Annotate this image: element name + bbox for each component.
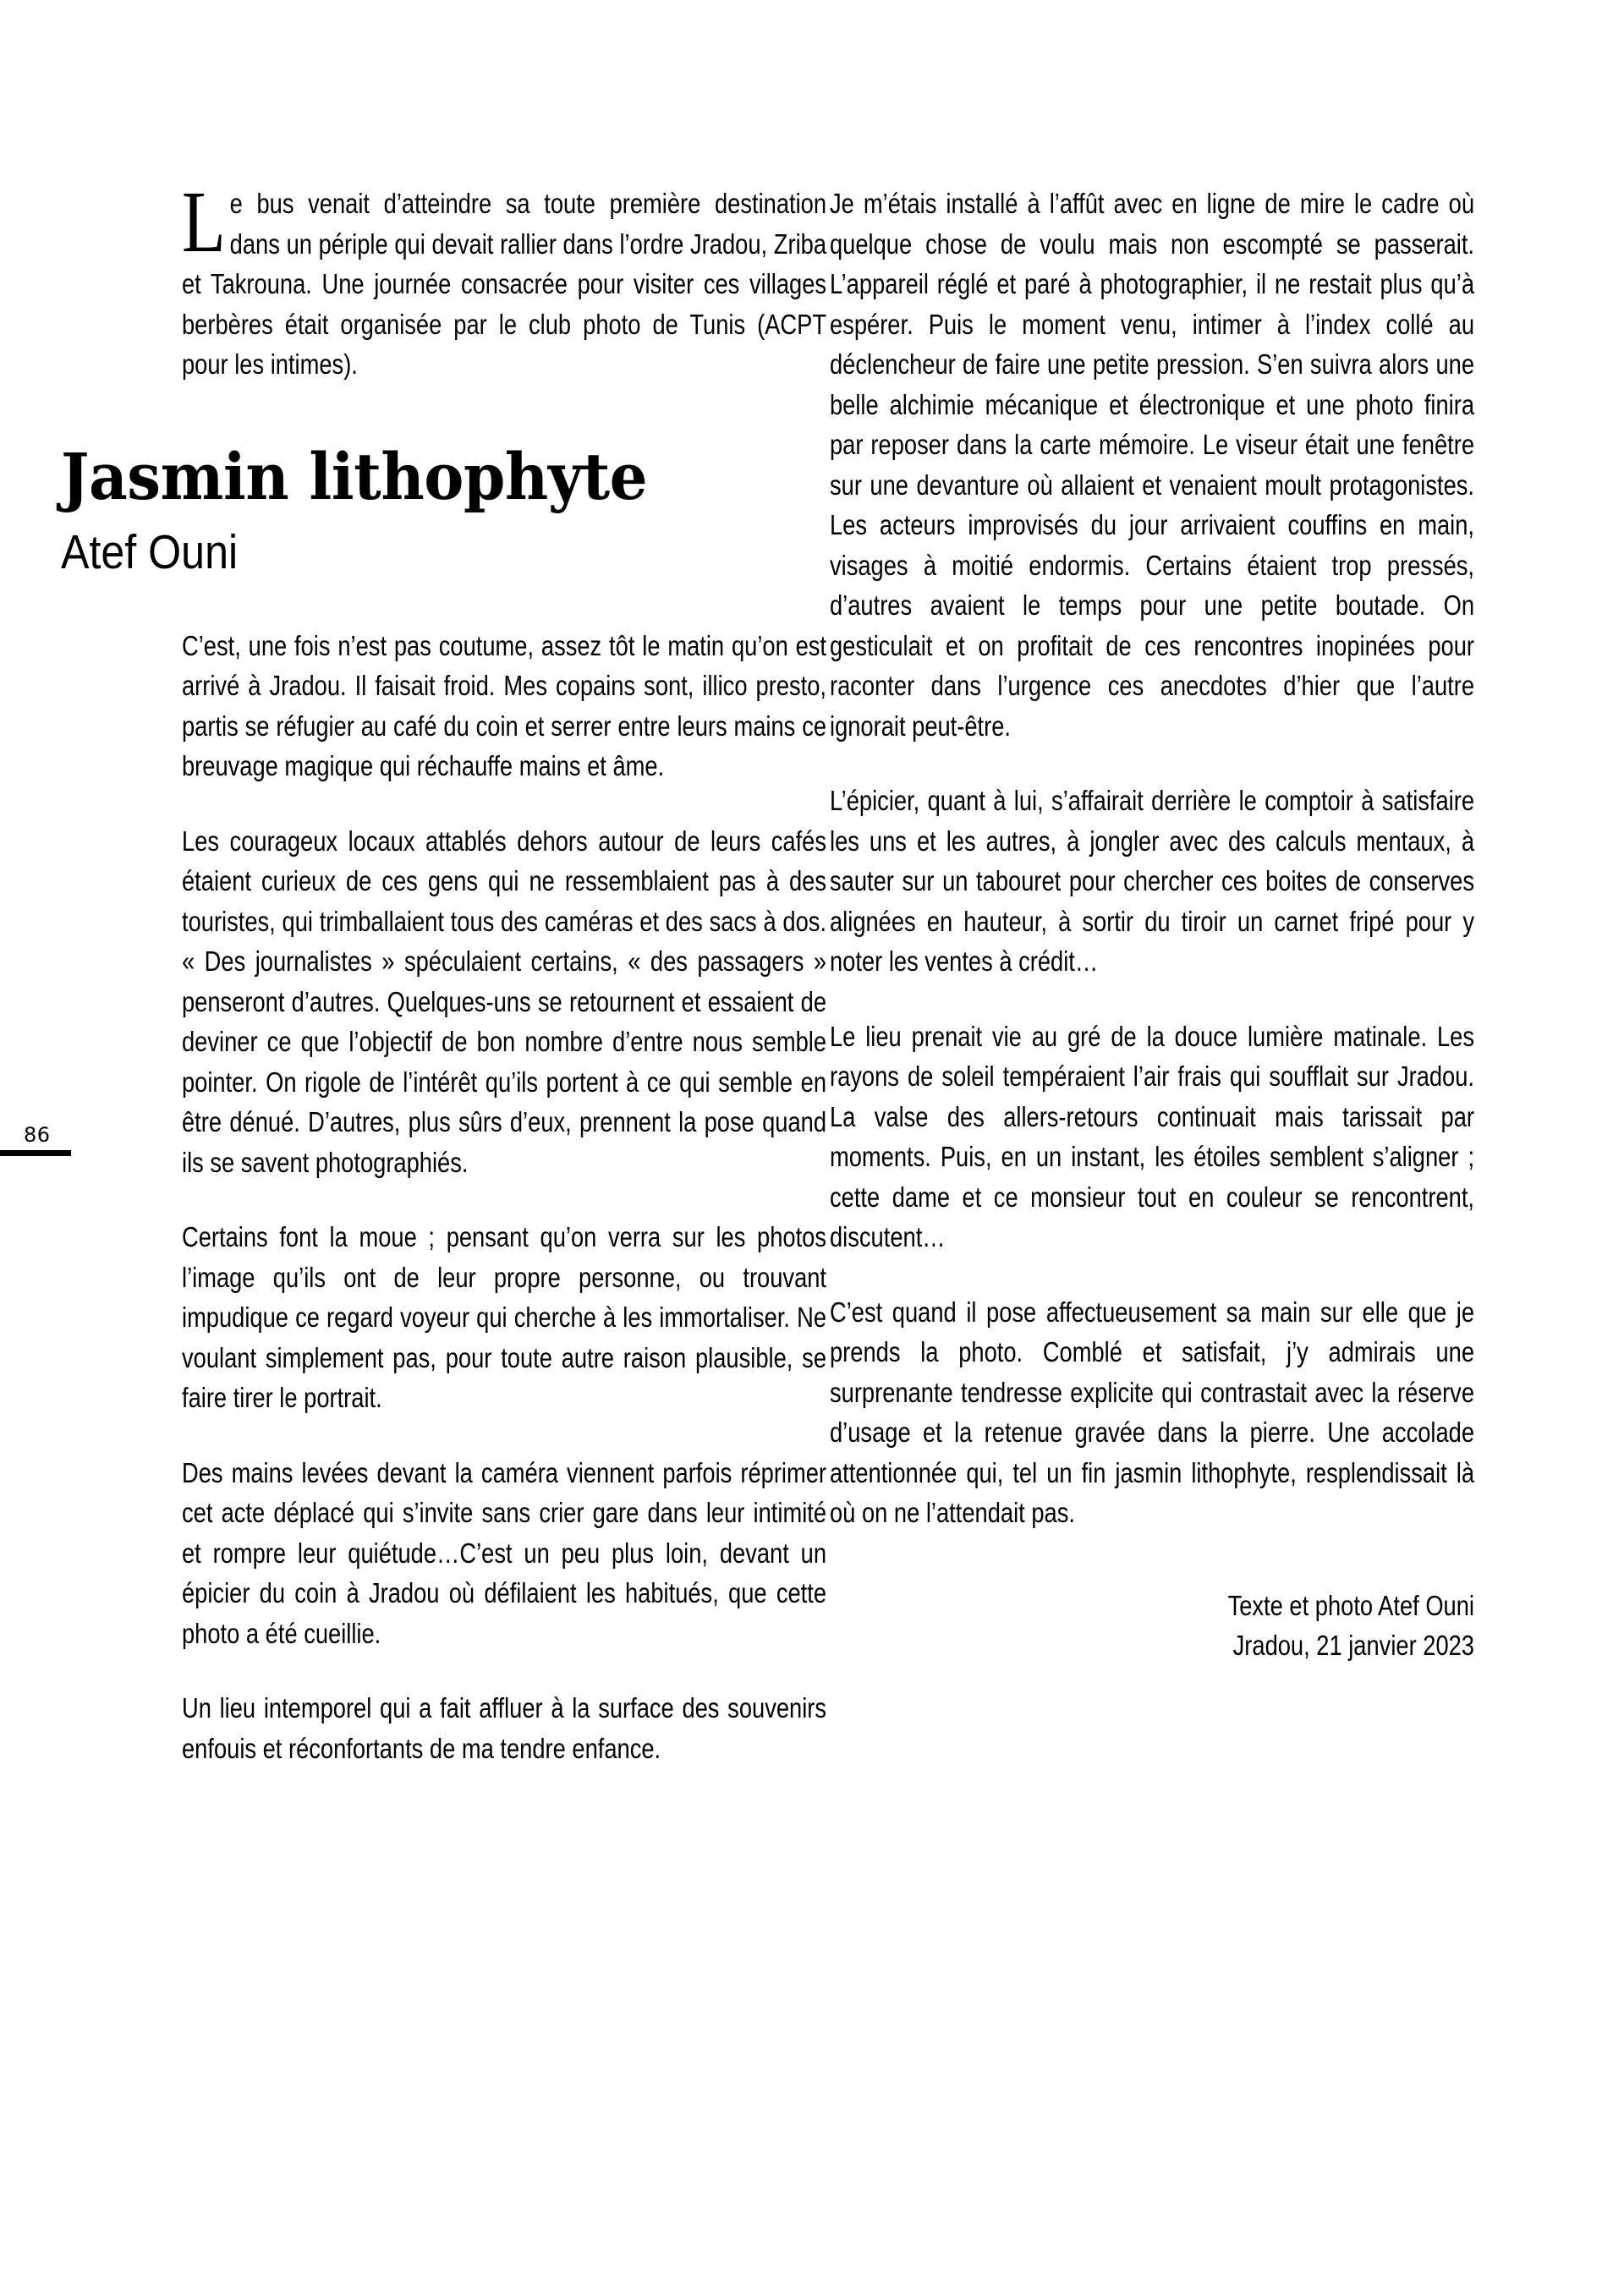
article-author: Atef Ouni — [61, 525, 239, 579]
paragraph: Le lieu prenait vie au gré de la douce lumière matinale. Les rayons de soleil tempéraient l’air frais qui soufflait sur Jradou. La valse des allers-retours continuait mais tarissait par moments. Puis, en un instant, les étoiles semblent s’aligner ; cette dame et ce monsieur tout en couleur se rencontrent, discutent… — [830, 1021, 1475, 1253]
article-title: Jasmin lithophyte — [61, 439, 648, 514]
signoff-block — [830, 1586, 1474, 1667]
paragraph: L’épicier, quant à lui, s’affairait derrière le comptoir à satisfaire les uns et les autres, à jongler avec des calculs mentaux, à sauter sur un tabouret pour chercher ces boites de conserves alignées en hauteur, à sortir du tiroir un carnet fripé pour y noter les ventes à crédit… — [830, 786, 1475, 978]
folio-marker — [0, 1125, 127, 1156]
article-columns — [182, 173, 1475, 2129]
right-column — [830, 184, 1474, 1667]
folio-rule — [0, 1150, 71, 1156]
paragraph: Des mains levées devant la caméra viennent parfois réprimer cet acte déplacé qui s’invite sans crier gare dans leur intimité et rompre leur quiétude…C’est un peu plus loin, devant un épicier du coin à Jradou où défilaient les habitués, que cette photo a été cueillie. — [182, 1457, 827, 1650]
standfirst-text: e bus venait d’atteindre sa toute première destination dans un périple qui devait rallier dans l’ordre Jradou, Zriba et Takrouna. Une journée consacrée pour visiter ces villages berbères était organisée par le club photo de Tunis (ACPT pour les intimes). — [182, 189, 827, 381]
standfirst-paragraph — [182, 173, 827, 386]
paragraph: Les courageux locaux attablés dehors autour de leurs cafés étaient curieux de ces gens qui ne ressemblaient pas à des touristes, qui trimballaient tous des caméras et des sacs à dos. « Des journalistes » spéculaient certains, « des passagers » penseront d’autres. Quelques-uns se retournent et essaient de deviner ce que l’objectif de bon nombre d’entre nous semble pointer. On rigole de l’intérêt qu’ils portent à ce qui semble en être dénué. D’autres, plus sûrs d’eux, prennent la pose quand ils se savent photographiés. — [182, 825, 827, 1179]
paragraph: C’est quand il pose affectueusement sa main sur elle que je prends la photo. Comblé et satisfait, j’y admirais une surprenante tendresse explicite qui contrastait avec la réserve d’usage et la retenue gravée dans la pierre. Une accolade attentionnée qui, tel un fin jasmin lithophyte, resplendissait là où on ne l’attendait pas. — [830, 1296, 1475, 1529]
signoff-place-date: Jradou, 21 janvier 2023 — [1232, 1630, 1474, 1662]
left-column — [182, 173, 827, 1769]
paragraph: Un lieu intemporel qui a fait affluer à la surface des souvenirs enfouis et réconfortants de ma tendre enfance. — [182, 1693, 827, 1765]
signoff-credit: Texte et photo Atef Ouni — [1227, 1590, 1474, 1622]
drop-cap: L — [182, 173, 226, 271]
paragraph: Certains font la moue ; pensant qu’on verra sur les photos l’image qu’ils ont de leur propre personne, ou trouvant impudique ce regard voyeur qui cherche à les immortaliser. Ne voulant simplement pas, pour toute autre raison plausible, se faire tirer le portrait. — [182, 1222, 827, 1414]
paragraph: Je m’étais installé à l’affût avec en ligne de mire le cadre où quelque chose de voulu mais non escompté se passerait. L’appareil réglé et paré à photographier, il ne restait plus qu’à espérer. Puis le moment venu, intimer à l’index collé au déclencheur de faire une petite pression. S’en suivra alors une belle alchimie mécanique et électronique et une photo finira par reposer dans la carte mémoire. Le viseur était une fenêtre sur une devanture où allaient et venaient moult protagonistes. Les acteurs improvisés du jour arrivaient couffins en main, visages à moitié endormis. Certains étaient trop pressés, d’autres avaient le temps pour une petite boutade. On gesticulait et on profitait de ces rencontres inopinées pour raconter dans l’urgence ces anecdotes d’hier que l’autre ignorait peut-être. — [830, 189, 1475, 743]
headline-spacer — [182, 386, 826, 627]
paragraph: C’est, une fois n’est pas coutume, assez tôt le matin qu’on est arrivé à Jradou. Il faisait froid. Mes copains sont, illico presto, partis se réfugier au café du coin et serrer entre leurs mains ce breuvage magique qui réchauffe mains et âme. — [182, 630, 827, 782]
page-number: 86 — [24, 1123, 51, 1147]
